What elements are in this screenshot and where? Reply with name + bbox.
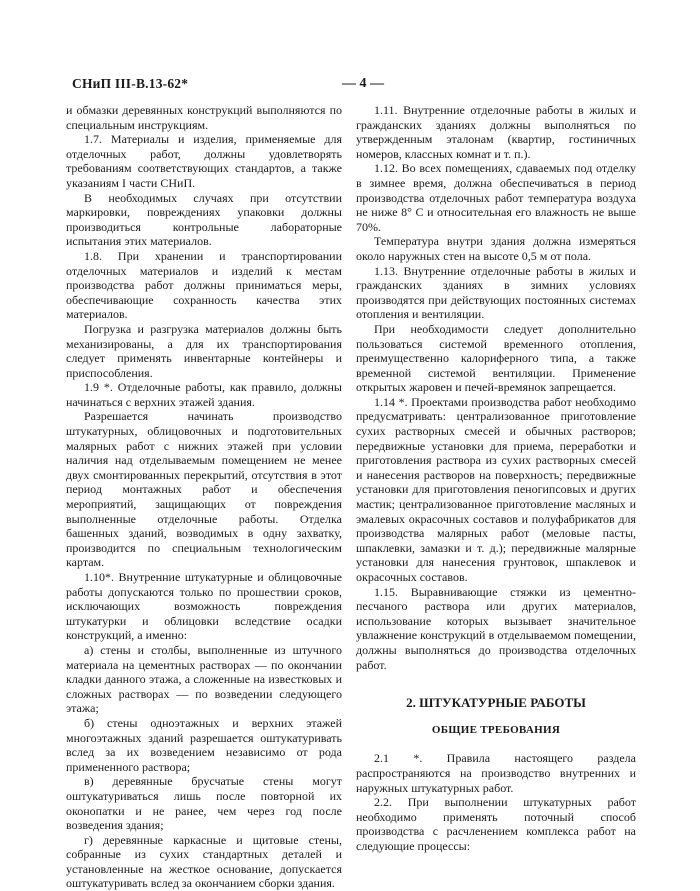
paragraph: В необходимых случаях при отсутствии маркировки, повреждениях упаковки должны производиться контрольные лабораторные испытания этих материалов. [66, 190, 342, 249]
document-code: СНиП III-В.13-62* [72, 76, 189, 91]
paragraph: 1.8. При хранении и транспортировании отделочных материалов и изделий к местам производства работ должны приниматься меры, обеспечивающие сохранность качества этих материалов. [66, 248, 342, 322]
paragraph: 2.2. При выполнении штукатурных работ необходимо применять поточный способ производства с расчленением комплекса работ на следующие процессы: [356, 795, 636, 853]
page-header [72, 76, 672, 96]
section-title: 2. ШТУКАТУРНЫЕ РАБОТЫ [406, 695, 586, 711]
paragraph: 1.12. Во всех помещениях, сдаваемых под отделку в зимнее время, должна обеспечиваться в период производства отделочных работ температура воздуха не ниже 8° С и относительная его влажность не выше 70%. [356, 161, 636, 234]
paragraph: Погрузка и разгрузка материалов должны быть механизированы, а для их транспортирования следует применять инвентарные контейнеры и приспособления. [66, 321, 342, 380]
paragraph: 1.15. Выравнивающие стяжки из цементно-песчаного раствора или других материалов, использование которых вызывает значительное увлажнение конструкций в отделываемом помещении, должны выполняться до производства отделочных работ. [356, 584, 636, 672]
list-item: г) деревянные каркасные и щитовые стены, собранные из сухих стандартных деталей и установленные на жесткое основание, допускается оштукатуривать вслед за окончанием сборки здания. [66, 832, 342, 891]
paragraph: 1.14 *. Проектами производства работ необходимо предусматривать: централизованное приготовление сухих растворных смесей и обычных растворов; передвижные установки для приема, переработки и приготовления раствора из сухих растворных смесей и нанесения растворов на поверхность; передвижные установки для приготовления пеногипсовых и других мастик; централизованное приготовление масляных и эмалевых окрасочных составов и полуфабрикатов для производства малярных работ (меловые пасты, шпаклевки, замазки и т. д.); передвижные малярные установки для нанесения грунтовок, шпаклевок и окрасочных составов. [356, 394, 636, 584]
paragraph: 1.7. Материалы и изделия, применяемые для отделочных работ, должны удовлетворять требованиям соответствующих стандартов, а также указаниям I части СНиП. [66, 132, 342, 190]
page-number: — 4 — [342, 76, 384, 91]
paragraph: 1.13. Внутренние отделочные работы в жилых и гражданских зданиях в зимних условиях производятся при действующих постоянных системах отопления и вентиляции. [356, 263, 636, 322]
paragraph: и обмазки деревянных конструкций выполняются по специальным инструкциям. [66, 103, 342, 132]
paragraph: 1.9 *. Отделочные работы, как правило, должны начинаться с верхних этажей здания. [66, 380, 342, 409]
paragraph: 2.1 *. Правила настоящего раздела распространяются на производство внутренних и наружных штукатурных работ. [356, 751, 636, 795]
paragraph: Температура внутри здания должна измеряться около наружных стен на высоте 0,5 м от пола. [356, 234, 636, 263]
subsection-title: ОБЩИЕ ТРЕБОВАНИЯ [431, 723, 561, 736]
list-item: а) стены и столбы, выполненные из штучного материала на цементных растворах — по окончании кладки данного этажа, а сложенные на известковых и сложных растворах — по возведении следующего этажа; [66, 642, 342, 716]
left-column [66, 103, 342, 891]
list-item: б) стены одноэтажных и верхних этажей многоэтажных зданий разрешается оштукатуривать вслед за их возведением независимо от рода примененного раствора; [66, 715, 342, 774]
paragraph: 1.11. Внутренние отделочные работы в жилых и гражданских зданиях должны выполняться по утвержденным эталонам (квартир, гостиничных номеров, классных комнат и т. п.). [356, 103, 636, 161]
list-item: в) деревянные брусчатые стены могут оштукатуриваться лишь после повторной их оконопатки и не ранее, чем через год после возведения здания; [66, 774, 342, 833]
paragraph: При необходимости следует дополнительно пользоваться системой временного отопления, преимущественно калориферного типа, а также временной системой вентиляции. Применение открытых жаровен и печей-времянок запрещается. [356, 321, 636, 395]
right-column [356, 103, 636, 854]
paragraph: Разрешается начинать производство штукатурных, облицовочных и подготовительных малярных работ с нижних этажей при условии наличия над отделываемым помещением не менее двух смонтированных перекрытий, отсутствия в этот период монтажных работ и обеспечения мероприятий, защищающих от повреждения выполненные отделочные работы. Отделка башенных зданий, возводимых в одну захватку, производится по специальным технологическим картам. [66, 409, 342, 570]
paragraph: 1.10*. Внутренние штукатурные и облицовочные работы допускаются только по прошествии сроков, исключающих возможность повреждения штукатурки и облицовки вследствие осадки конструкций, а именно: [66, 570, 342, 643]
